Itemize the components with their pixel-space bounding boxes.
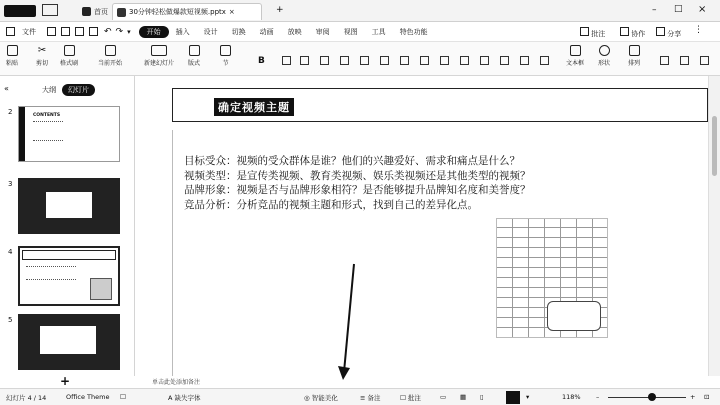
thumb-image: [90, 278, 112, 300]
slide-body-text[interactable]: [184, 154, 604, 212]
body-line: 视频类型：是宣传类视频、教育类视频、娱乐类视频还是其他类型的视频？: [184, 169, 531, 182]
menu-bar: [0, 22, 720, 42]
layout-icon: [189, 45, 200, 56]
collapse-panel-icon[interactable]: «: [4, 84, 9, 93]
play-icon: [105, 45, 116, 56]
body-line: 竞品分析：分析竞品的视频主题和形式，找到自己的差异化点。: [184, 198, 478, 211]
file-tab[interactable]: [112, 3, 262, 20]
menu-design[interactable]: 设计: [203, 27, 218, 36]
comment-status-icon: ☐: [400, 394, 406, 402]
highlight-icon[interactable]: [340, 56, 349, 65]
missing-font-status[interactable]: A 缺失字体: [168, 394, 201, 402]
pptx-file-icon: [117, 8, 126, 17]
tab-close-icon[interactable]: ×: [228, 8, 235, 16]
zoom-out-icon[interactable]: –: [596, 393, 600, 401]
shape-button[interactable]: 形状: [598, 45, 610, 67]
sorter-view-icon[interactable]: ▦: [460, 393, 467, 401]
menu-special[interactable]: 特色功能: [399, 27, 428, 36]
paste-icon: [7, 45, 18, 56]
tab-outline[interactable]: 大纲: [42, 86, 56, 94]
slide-thumbnail-4-active[interactable]: [18, 246, 120, 306]
thumb-text-lines: [26, 266, 76, 280]
menu-file[interactable]: 文件: [22, 27, 36, 36]
comment-status-button[interactable]: ☐ 批注: [400, 394, 421, 402]
underline-icon[interactable]: [300, 56, 309, 65]
bold-button[interactable]: B: [258, 56, 265, 66]
dropdown-icon[interactable]: ▾: [127, 27, 131, 36]
slide-number: 5: [8, 316, 13, 324]
slide-counter: 幻灯片 4 / 14: [6, 394, 47, 402]
collab-icon: [620, 27, 629, 36]
share-menu[interactable]: 分享: [656, 27, 681, 39]
comment-icon: [580, 27, 589, 36]
menu-tools[interactable]: 工具: [371, 27, 386, 36]
vertical-scrollbar[interactable]: [708, 76, 720, 376]
format-painter-button[interactable]: 格式刷: [60, 45, 78, 67]
thumb-contents-label: CONTENTS: [33, 113, 61, 118]
arrange-icon: [629, 45, 640, 56]
window-menu-icon[interactable]: [42, 4, 58, 16]
menu-insert[interactable]: 插入: [175, 27, 190, 36]
line-spacing-icon[interactable]: [480, 56, 489, 65]
text-direction-icon[interactable]: [500, 56, 509, 65]
zoom-slider-handle[interactable]: [648, 393, 656, 401]
tab-slides[interactable]: 幻灯片: [62, 84, 95, 96]
zoom-slider[interactable]: [608, 397, 686, 398]
slideshow-icon[interactable]: [506, 391, 520, 404]
slide-left-guide: [172, 130, 173, 376]
file-tab-title: 30分钟轻松做爆款短视频.pptx: [129, 8, 226, 16]
find-icon[interactable]: [660, 56, 669, 65]
new-tab-button[interactable]: +: [276, 5, 284, 15]
more-icon[interactable]: ⋮: [694, 25, 703, 35]
slide-thumbnail-5[interactable]: [18, 314, 120, 370]
numbering-icon[interactable]: [440, 56, 449, 65]
thumb-center-box: [39, 325, 97, 355]
zoom-menu-icon[interactable]: ▾: [526, 393, 530, 401]
minimize-button[interactable]: –: [652, 5, 657, 15]
zoom-in-icon[interactable]: +: [690, 393, 696, 401]
ribbon-toolbar: [0, 42, 720, 76]
notes-button[interactable]: ≡ 备注: [360, 394, 381, 402]
current-start-button[interactable]: 当前开始: [98, 45, 122, 67]
menu-start[interactable]: 开始: [139, 26, 169, 38]
slide-thumbnail-3[interactable]: [18, 178, 120, 234]
print-preview-icon[interactable]: [89, 27, 98, 36]
text-box-icon: [570, 45, 581, 56]
section-button[interactable]: 节: [220, 45, 231, 67]
font-icon: A: [168, 394, 173, 402]
smart-beautify-button[interactable]: ◎ 智能美化: [304, 394, 338, 402]
menu-slideshow[interactable]: 放映: [287, 27, 302, 36]
reading-view-icon[interactable]: ▯: [480, 393, 484, 401]
align-left-icon[interactable]: [360, 56, 369, 65]
menu-animation[interactable]: 动画: [259, 27, 274, 36]
thumb-sidebar: [19, 107, 25, 161]
comment-menu[interactable]: 批注: [580, 27, 605, 39]
down-arrow-annotation: [336, 262, 360, 382]
scroll-thumb[interactable]: [712, 116, 717, 176]
font-color-icon[interactable]: [320, 56, 329, 65]
slide-title[interactable]: 确定视频主题: [214, 98, 294, 116]
indent-icon[interactable]: [460, 56, 469, 65]
home-icon: [82, 7, 91, 16]
hamburger-icon[interactable]: [6, 27, 15, 36]
paragraph-icon[interactable]: [540, 56, 549, 65]
brush-icon: [64, 45, 75, 56]
slide-thumbnail-2[interactable]: [18, 106, 120, 162]
slide-number: 4: [8, 248, 13, 256]
paste-button[interactable]: 粘贴: [6, 45, 18, 67]
zoom-level[interactable]: 118%: [562, 393, 581, 401]
select-icon[interactable]: [680, 56, 689, 65]
add-slide-button[interactable]: +: [60, 374, 71, 388]
ribbon-more-icon[interactable]: [700, 56, 709, 65]
italic-icon[interactable]: [282, 56, 291, 65]
slide-number: 3: [8, 180, 13, 188]
body-line: 品牌形象：视频是否与品牌形象相符？是否能够提升品牌知名度和美誉度？: [184, 184, 531, 196]
beautify-icon: ◎: [304, 394, 310, 402]
maximize-button[interactable]: □: [674, 4, 683, 14]
thumb-contents-list: [33, 121, 63, 141]
slide-panel: [0, 76, 135, 376]
normal-view-icon[interactable]: ▭: [440, 393, 447, 401]
slide-table-image[interactable]: [496, 218, 608, 338]
close-window-button[interactable]: ×: [698, 4, 707, 15]
print-icon[interactable]: [75, 27, 84, 36]
columns-icon[interactable]: [520, 56, 529, 65]
align-center-icon[interactable]: [380, 56, 389, 65]
undo-icon[interactable]: ↶: [104, 26, 112, 37]
redo-icon[interactable]: ↷: [115, 26, 124, 37]
slide-number: 2: [8, 108, 13, 116]
align-right-icon[interactable]: [400, 56, 409, 65]
app-logo[interactable]: [4, 5, 36, 17]
bullets-icon[interactable]: [420, 56, 429, 65]
notes-icon: ≡: [360, 394, 366, 402]
menu-review[interactable]: 审阅: [315, 27, 330, 36]
collab-menu[interactable]: 协作: [620, 27, 645, 39]
home-tab[interactable]: 首页: [78, 3, 112, 20]
export-pdf-icon[interactable]: [61, 27, 70, 36]
menu-view[interactable]: 视图: [343, 27, 358, 36]
shape-icon: [599, 45, 610, 56]
save-icon[interactable]: [47, 27, 56, 36]
new-slide-icon: [151, 45, 167, 56]
robot-illustration: [547, 301, 601, 331]
text-box-button[interactable]: 文本框: [566, 45, 584, 67]
share-icon: [656, 27, 665, 36]
thumb-center-box: [45, 191, 93, 219]
thumb-title-bar: [22, 250, 116, 260]
title-bar: [0, 0, 720, 22]
cut-button[interactable]: ✂ 剪切: [36, 45, 49, 67]
body-line: 目标受众：视频的受众群体是谁？他们的兴趣爱好、需求和痛点是什么？: [184, 155, 520, 167]
scissors-icon: ✂: [37, 45, 47, 56]
theme-name: Office Theme: [66, 393, 110, 401]
status-bar: [0, 388, 720, 405]
notes-hint[interactable]: 单击此处添加备注: [152, 379, 201, 386]
layout-button[interactable]: 版式: [188, 45, 200, 67]
section-icon: [220, 45, 231, 56]
arrange-button[interactable]: 排列: [628, 45, 640, 67]
new-slide-button[interactable]: 新建幻灯片: [144, 45, 174, 67]
menu-transition[interactable]: 切换: [231, 27, 246, 36]
proofing-status[interactable]: ☐: [120, 393, 126, 401]
fit-window-icon[interactable]: ⊡: [704, 393, 710, 401]
